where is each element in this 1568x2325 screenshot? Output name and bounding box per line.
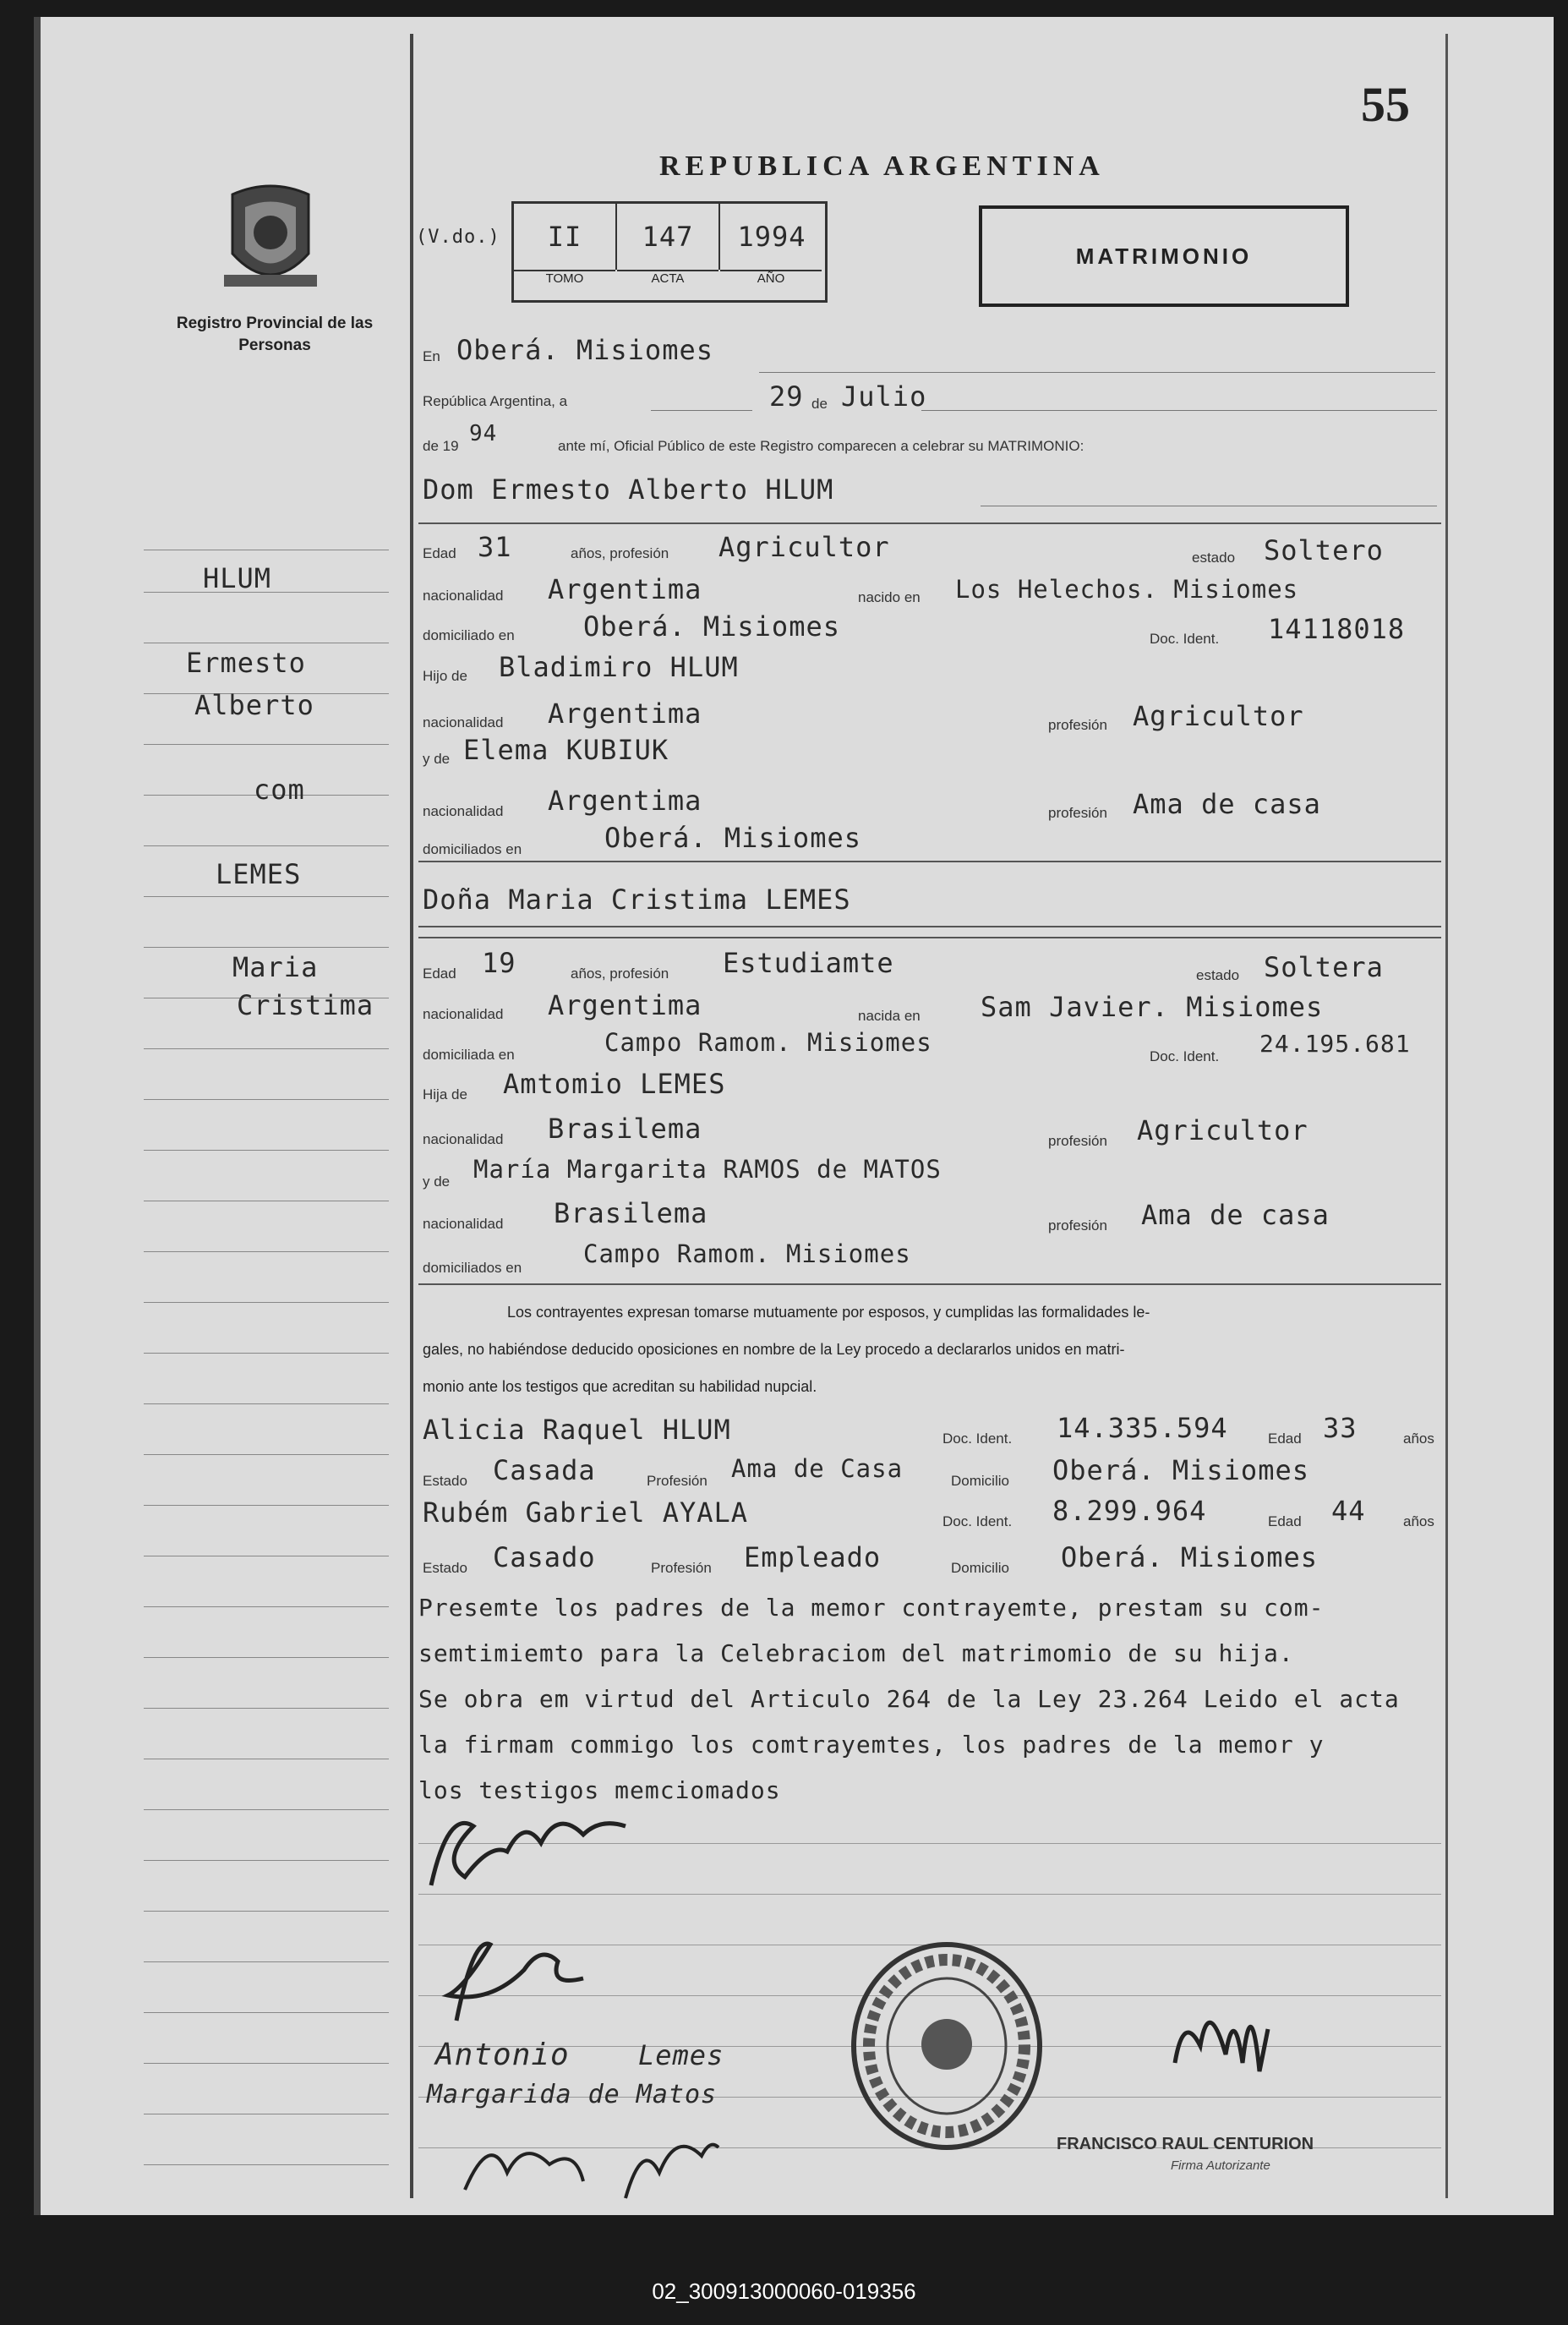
margin-surname-2: LEMES <box>216 858 302 890</box>
label-groom-mother-prof: profesión <box>1048 805 1107 821</box>
label-w2-age: Edad <box>1268 1513 1302 1529</box>
ano-value: 1994 <box>737 221 806 253</box>
label-bride-mother-prof: profesión <box>1048 1217 1107 1234</box>
official-title: Firma Autorizante <box>1171 2158 1270 2173</box>
witness2-doc: 8.299.964 <box>1052 1495 1207 1527</box>
margin-given-2b: Cristima <box>237 989 374 1021</box>
label-groom-father-nat: nacionalidad <box>423 714 504 730</box>
bride-father-nat: Brasilema <box>548 1113 702 1145</box>
witness2-dom: Oberá. Misiomes <box>1061 1541 1318 1573</box>
bride-doc: 24.195.681 <box>1259 1030 1411 1058</box>
groom-profession: Agricultor <box>718 531 890 563</box>
label-w2-doc: Doc. Ident. <box>942 1513 1013 1529</box>
bride-name: Doña Maria Cristima LEMES <box>423 884 851 916</box>
label-bride-mother-nat: nacionalidad <box>423 1216 504 1232</box>
label-groom-nat: nacionalidad <box>423 588 504 604</box>
year: 94 <box>469 421 498 446</box>
bride-mother-prof: Ama de casa <box>1141 1199 1330 1231</box>
place: Oberá. Misiomes <box>456 334 713 366</box>
official-name: FRANCISCO RAUL CENTURION <box>1057 2135 1314 2153</box>
label-w1-anos: años <box>1403 1431 1434 1447</box>
bride-mother: María Margarita RAMOS de MATOS <box>473 1155 942 1184</box>
declaration-text: Los contrayentes expresan tomarse mutuamente por esposos, y cumplidas las formalidades le- gales, no habiéndose deducido oposiciones en nombre de la Ley procedo a declararlos unidos en matri- monio ante los testigos que acreditan su habilidad nupcial. <box>423 1304 1150 1395</box>
official-seal-icon <box>845 1936 1048 2156</box>
tomo-label: TOMO <box>514 270 615 300</box>
label-bride-nat: nacionalidad <box>423 1006 504 1022</box>
label-bride-estado: estado <box>1196 967 1240 983</box>
label-bride-father: Hija de <box>423 1086 467 1102</box>
groom-status: Soltero <box>1264 534 1384 566</box>
official-signature <box>1150 1978 1285 2114</box>
groom-father-nat: Argentima <box>548 698 702 730</box>
registry-name: Registro Provincial de las Personas <box>176 315 374 354</box>
bride-mother-nat: Brasilema <box>554 1197 708 1229</box>
groom-nationality: Argentima <box>548 573 702 605</box>
bride-father-prof: Agricultor <box>1137 1114 1308 1146</box>
handwritten-notes: Presemte los padres de la memor contrayemte, prestam su com- semtimiemto para la Celebraciom del matrimomio de su hija. Se obra em virtud del Articulo 264 de la Ley 23.264 Leido el acta la firmam commigo los comtrayemtes, los padres de la memor y los testigos memciomados <box>418 1594 1400 1804</box>
bride-signature <box>423 1919 609 2038</box>
label-bride-parents-dom: domiciliados en <box>423 1260 522 1276</box>
witness2-age: 44 <box>1331 1495 1366 1527</box>
label-w1-dom: Domicilio <box>951 1473 1009 1489</box>
groom-mother-nat: Argentima <box>548 785 702 817</box>
label-en: En <box>423 348 440 364</box>
label-groom-dom: domiciliado en <box>423 627 515 643</box>
label-bride-birthplace: nacida en <box>858 1008 921 1024</box>
acta-value: 147 <box>642 221 694 253</box>
bride-father: Amtomio LEMES <box>503 1068 726 1100</box>
label-bride-prof: años, profesión <box>571 966 669 982</box>
margin-conjunction: com <box>254 774 305 806</box>
label-republica: República Argentina, a <box>423 393 568 409</box>
label-ante: ante mí, Oficial Público de este Registro comparecen a celebrar su MATRIMONIO: <box>558 438 1084 454</box>
bride-birthplace: Sam Javier. Misiomes <box>981 991 1324 1023</box>
groom-name: Dom Ermesto Alberto HLUM <box>423 473 834 506</box>
witness1-dom: Oberá. Misiomes <box>1052 1454 1309 1486</box>
day: 29 <box>769 380 804 413</box>
label-year: de 19 <box>423 438 459 454</box>
witness2-status: Casado <box>493 1541 596 1573</box>
annotation: (V.do.) <box>416 227 500 248</box>
label-bride-mother: y de <box>423 1173 451 1190</box>
bride-domicile: Campo Ramom. Misiomes <box>604 1028 932 1057</box>
label-w1-doc: Doc. Ident. <box>942 1431 1013 1447</box>
witness2-prof: Empleado <box>744 1541 882 1573</box>
label-w2-dom: Domicilio <box>951 1560 1009 1576</box>
groom-signature <box>414 1792 651 1911</box>
country-title: REPUBLICA ARGENTINA <box>659 150 1105 182</box>
month: Julio <box>841 380 927 413</box>
witness1-prof: Ama de Casa <box>731 1454 904 1483</box>
acta-label: ACTA <box>617 270 718 300</box>
margin-divider <box>410 34 413 2198</box>
label-groom-father: Hijo de <box>423 668 467 684</box>
groom-birthplace: Los Helechos. Misiomes <box>955 575 1299 604</box>
groom-doc: 14118018 <box>1268 613 1406 645</box>
page-number: 55 <box>1361 77 1410 132</box>
margin-surname-1: HLUM <box>203 562 272 594</box>
label-w1-status: Estado <box>423 1473 467 1489</box>
record-number-box <box>511 201 828 303</box>
label-w2-prof: Profesión <box>651 1560 712 1576</box>
label-bride-edad: Edad <box>423 966 456 982</box>
groom-domicile: Oberá. Misiomes <box>583 610 840 643</box>
label-w2-status: Estado <box>423 1560 467 1576</box>
ano-label: AÑO <box>720 270 822 300</box>
record-type: MATRIMONIO <box>979 205 1349 307</box>
parent-signature-1: Antonio <box>435 2038 570 2072</box>
label-groom-mother-nat: nacionalidad <box>423 803 504 819</box>
tomo-value: II <box>547 221 582 253</box>
label-bride-doc: Doc. Ident. <box>1150 1048 1220 1064</box>
groom-age: 31 <box>478 531 512 563</box>
label-bride-father-prof: profesión <box>1048 1133 1107 1149</box>
witness1-name: Alicia Raquel HLUM <box>423 1414 731 1446</box>
label-groom-edad: Edad <box>423 545 456 561</box>
groom-father-prof: Agricultor <box>1133 700 1304 732</box>
label-groom-prof: años, profesión <box>571 545 669 561</box>
label-groom-parents-dom: domiciliados en <box>423 841 522 857</box>
label-groom-mother: y de <box>423 751 451 767</box>
parent-signature-2: Margarida de Matos <box>427 2080 718 2109</box>
label-w1-age: Edad <box>1268 1431 1302 1447</box>
margin-given-2a: Maria <box>232 951 319 983</box>
witness1-status: Casada <box>493 1454 596 1486</box>
image-code: 02_300913000060-019356 <box>652 2278 916 2304</box>
label-groom-estado: estado <box>1192 550 1236 566</box>
groom-father: Bladimiro HLUM <box>499 651 739 683</box>
groom-mother: Elema KUBIUK <box>463 734 669 766</box>
witness1-doc: 14.335.594 <box>1057 1412 1228 1444</box>
groom-parents-dom: Oberá. Misiomes <box>604 822 861 854</box>
bride-status: Soltera <box>1264 951 1384 983</box>
margin-given-1b: Alberto <box>194 689 314 721</box>
label-w1-prof: Profesión <box>647 1473 708 1489</box>
margin-given-1a: Ermesto <box>186 647 306 679</box>
label-groom-birthplace: nacido en <box>858 589 921 605</box>
bride-age: 19 <box>482 947 516 979</box>
bride-nationality: Argentima <box>548 989 702 1021</box>
label-de: de <box>811 396 828 412</box>
label-groom-father-prof: profesión <box>1048 717 1107 733</box>
label-bride-dom: domiciliada en <box>423 1047 515 1063</box>
witness2-name: Rubém Gabriel AYALA <box>423 1496 749 1529</box>
bride-profession: Estudiamte <box>723 947 894 979</box>
parent-signature-3: Lemes <box>638 2039 724 2071</box>
witness1-age: 33 <box>1323 1412 1358 1444</box>
groom-mother-prof: Ama de casa <box>1133 788 1321 820</box>
bride-parents-dom: Campo Ramom. Misiomes <box>583 1239 911 1268</box>
witness-signatures <box>456 2122 727 2207</box>
label-w2-anos: años <box>1403 1513 1434 1529</box>
coat-of-arms-icon <box>216 178 325 296</box>
page-right-edge <box>1445 34 1448 2198</box>
label-bride-father-nat: nacionalidad <box>423 1131 504 1147</box>
label-groom-doc: Doc. Ident. <box>1150 631 1220 647</box>
